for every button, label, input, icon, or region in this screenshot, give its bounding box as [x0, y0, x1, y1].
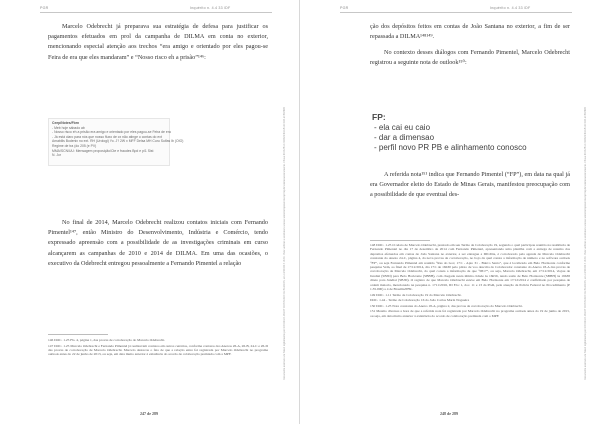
paragraph-text: ção dos depósitos feitos em contas de João Santana no exterior, a fim de ser repassada a DILMA¹⁴⁸¹⁴⁹. [370, 23, 570, 41]
page-number: 248 de 289 [440, 411, 458, 416]
footnote: 151 Mesmo diversas a hora de que a referida nota foi registrada por Marcelo Odebrecht no programa outlook antes do 19 de junho de 2015, ou seja, em data muito anterior à existência do acordo de colaboração premiada com o MPF. [370, 309, 570, 318]
footnote-rule [48, 334, 108, 335]
left-footnotes [48, 338, 268, 358]
footnote: 147 DOC. 1.25 Marcelo Odebrecht e Fernando Pimentel já realizavam contatos em outros cenários, conforme contatos dos Anexos 26-A, 26-B, 24-C e 26-D das provas de corroboração de Marcelo Odebrecht. Marcelo destacou o fato de que a relação entre foi registrada por Marcelo Odebrecht no programa outlook antes do 22 de junho de 2013, ou seja, em data muito anterior à existência do acordo de colaboração premiada com a MPF. [48, 343, 268, 357]
note-item: - dar a dimensao [374, 133, 435, 142]
note-line: Regime de tra (do 205 (e PV) [52, 143, 97, 148]
outlook-note-image [370, 108, 560, 166]
header-rule [40, 12, 272, 13]
footnote: DOC. 1.44 - Termo de Colaboração 16 do João Carlos Mariz Nogueira [370, 298, 470, 303]
note-line: Amabilis Bodenix no ext. RH (Urologi) Yo. J? 2W x MFF Delsa MH Curu Sulfas Ib (OIO) [52, 139, 184, 144]
paragraph-text: No contexto desses diálogos com Fernando Pimentel, Marcelo Odebrecht registrou a seguinte nota de outlook¹⁵⁰: [370, 49, 570, 67]
header-right-label: Inquérito n. 4.4 33 /DF [190, 6, 231, 10]
paragraph-text: No final de 2014, Marcelo Odebrecht realizou contatos iniciais com Fernando Pimentel¹⁴⁷, então Ministro do Desenvolvimento, Indústria e Comércio, tendo expressado apreensão com a possibilidade de as investigações criminais em curso alcançarem as campanhas de 2010 e 2014 de DILMA. Em uma das ocasiões, o executivo da Odebrecht entregou pessoalmente a Fernando Pimentel a relação [48, 219, 268, 267]
note-line: - Já está claro para nós que nosso fluxo de cx não atinge o contas do ext [52, 134, 162, 139]
note-item: - ela cai eu caio [374, 123, 431, 132]
right-paragraph-2 [370, 48, 570, 68]
paragraph-text: A referida nota¹⁵¹ indica que Fernando Pimentel (“FP”), em data na qual já era Governador eleito do Estado de Minas Gerais, manifestou preocupação com a possibilidade de que eventual des- [370, 171, 570, 199]
signature-margin-note: Documento assinado via Token digitalmente por RODRIGO JANOT MONTEIRO DE BARROS, em 13/03/2017 18:34. Para verificar a assinatura acesse www.transparencia.mpf.mp.br/validacaodocumento. Chave 8F2A7B1C.4D9E3F60.AB12CD34.EF567890 [584, 107, 587, 380]
note-item: - perfil novo PR PB e alinhamento conosco [374, 143, 527, 152]
header-rule [340, 12, 572, 13]
left-paragraph-2 [48, 218, 268, 269]
footnote: 148 DOC. 1.25 O relato de Marcelo Odebrecht, prestado em seu Termo de Colaboração 19, segundo o qual participou reunião na residência de Fernando Pimentel no dia 17 de dezembro de 2014 com Fernando Pimentel, apresentando uma planilha com a entrega de resumo dos depósitos efetuados em contas de João Santana no exterior, a ser entregue a DILMA, é corroborado pela agenda de Marcelo Odebrecht constante do Anexo 24-C, página 4, da nova provas de corroboração, no bojo da qual consta a informação de número e no software outlook “FP”, ou seja Fernando Pimentel em reunião “Res do Gov, 17/1 - Apto 31 - Bairro Santo”, que é localizado em Belo Horizonte conforme pesquisa Vem, ao final de 17/12/2014, dia 17/1 de 16h30 pelo piloto de voo descrita do Colaborador constante do Anexo 18-A das provas de corroboração de Marcelo Odebrecht, do qual consta a informação de que “0817”, ou seja, Marcelo Odebrecht, em 17/12/2014, viajou de Jundiaí (SBJD) para Belo Horizonte (SBBH), com chegada nesta última cidade às 16h56, tendo saído de Belo Horizonte (SBBH) às 19h38 direto para Jundiaí (SBJD). O registro de que Marcelo Odebrecht esteve em Belo Horizonte em 17/12/2014 é confirmado por pesquisa de ordem maioria, mencionado na pesquisa n. 1711/2016, ID Elo: 1, doc. 11 e 13 da PGR, pela atuação da Polícia Federal no Procedimento (P 1.35.000) a 4 de Brasília/PFR. [370, 243, 570, 292]
page-number: 247 de 289 [140, 411, 158, 416]
header-left-label: PGR [40, 6, 49, 10]
right-footnotes [370, 243, 570, 319]
note-line: N. Jor [52, 153, 62, 158]
right-paragraph-1 [370, 22, 570, 42]
right-paragraph-3 [370, 170, 570, 201]
header-left-label: PGR [340, 6, 349, 10]
note-line: MMA/SCN/UU: Mensagem proposição/Cte e fraudes Bpd e p/1 Sist [52, 148, 154, 153]
scanned-note-image [48, 118, 184, 166]
footnote: 150 DOC. 1.25 Nota constante do Anexo 18-A, página 2, das provas de corroboração do Marcelo Odebrecht. [370, 303, 523, 308]
signature-margin-note: Documento assinado via Token digitalmente por RODRIGO JANOT MONTEIRO DE BARROS, em 13/03/2017 18:34. Para verificar a assinatura acesse www.transparencia.mpf.mp.br/validacaodocumento. Chave 8F2A7B1C.4D9E3F60.AB12CD34.EF567890 [283, 107, 286, 380]
right-page [300, 0, 600, 424]
left-paragraph-1 [48, 22, 268, 63]
note-line: - Nosso risco eh a prisão era amigo e orientado por eles pagou-se Feira de era [52, 130, 171, 135]
note-line: - Meb hoje sábado ab [52, 125, 85, 130]
note-title: FP: [372, 112, 386, 122]
footnote: 149 DOC. 1.11 Termo de Colaboração 19 do Marcelo Odebrecht. [370, 292, 462, 297]
note-line: Ceep/Notes/Fbrn [52, 121, 80, 125]
footnote-rule [370, 240, 430, 241]
paragraph-text: Marcelo Odebrecht já preparava sua estratégia de defesa para justificar os pagamentos efetuados em prol da campanha de DILMA em conta no exterior, mencionando especial atenção aos trechos “era amigo e orientado por eles pagou-se Feira de era que eles mandaram” e “Nosso risco eh a prisão”¹⁴⁶: [48, 23, 268, 61]
footnote: 146 DOC. 1.25 Fls. 4, página 1, das provas de corroboração do Marcelo Odebrecht. [48, 338, 166, 342]
header-right-label: Inquérito n. 4.4 33 /DF [490, 6, 531, 10]
